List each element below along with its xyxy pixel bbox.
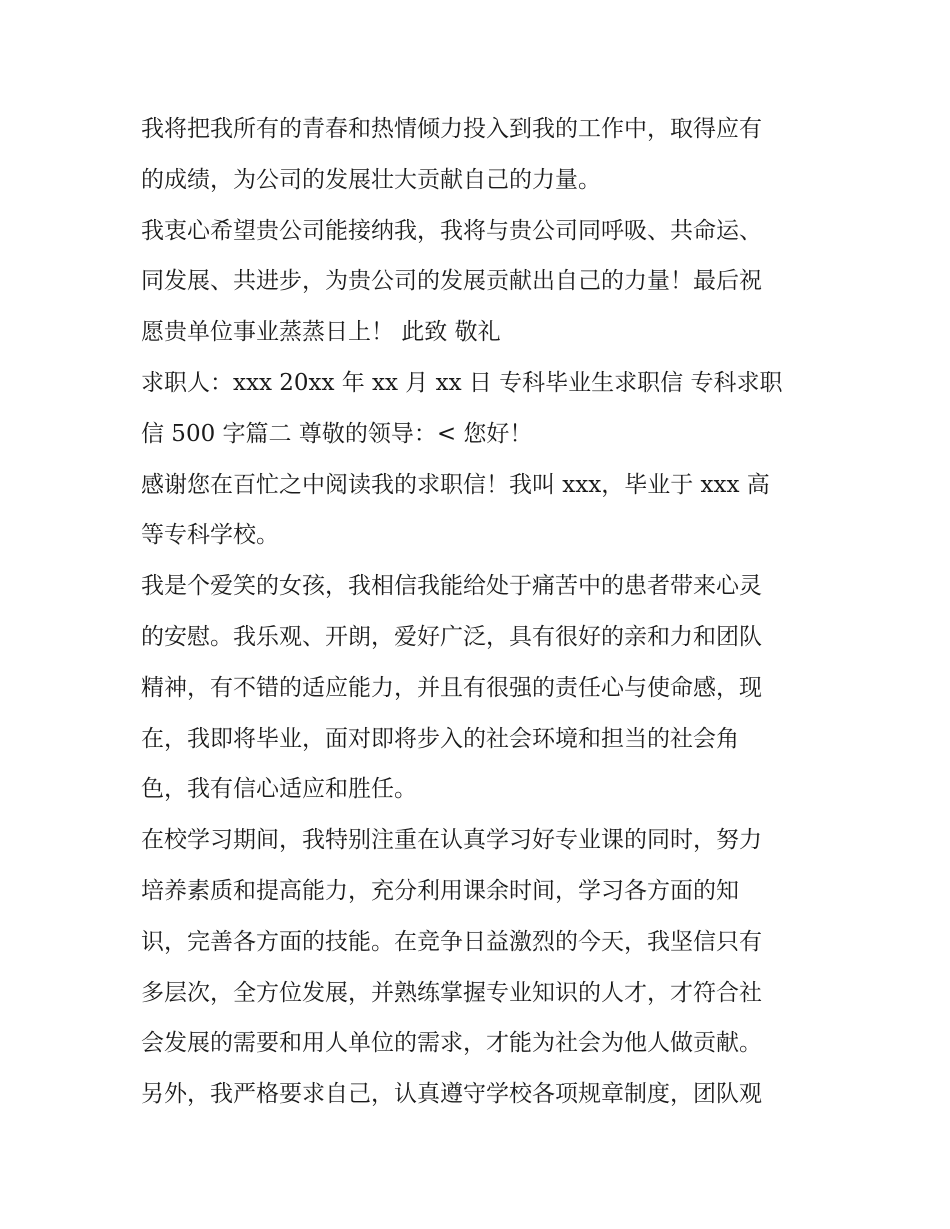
text-line: 同发展、共进步，为贵公司的发展贡献出自己的力量！最后祝 bbox=[141, 268, 762, 295]
text-line: 信 500 字篇二 尊敬的领导：< 您好！ bbox=[141, 420, 533, 447]
text-line: 多层次，全方位发展，并熟练掌握专业知识的人才，才符合社 bbox=[141, 979, 762, 1006]
text-line: 识，完善各方面的技能。在竞争日益激烈的今天，我坚信只有 bbox=[141, 928, 762, 955]
text-line: 在校学习期间，我特别注重在认真学习好专业课的同时，努力 bbox=[141, 827, 762, 854]
text-line: 在，我即将毕业，面对即将步入的社会环境和担当的社会角 bbox=[141, 725, 739, 752]
text-line: 色，我有信心适应和胜任。 bbox=[141, 776, 417, 803]
text-line: 我将把我所有的青春和热情倾力投入到我的工作中，取得应有 bbox=[141, 116, 762, 142]
text-line: 精神，有不错的适应能力，并且有很强的责任心与使命感，现 bbox=[141, 674, 762, 701]
text-line: 求职人：xxx 20xx 年 xx 月 xx 日 专科毕业生求职信 专科求职 bbox=[141, 369, 783, 396]
text-line: 另外，我严格要求自己，认真遵守学校各项规章制度，团队观 bbox=[141, 1081, 762, 1108]
text-line: 的成绩，为公司的发展壮大贡献自己的力量。 bbox=[141, 166, 601, 193]
text-line: 等专科学校。 bbox=[141, 522, 279, 549]
text-line: 培养素质和提高能力，充分利用课余时间，学习各方面的知 bbox=[141, 877, 739, 904]
text-line: 我是个爱笑的女孩，我相信我能给处于痛苦中的患者带来心灵 bbox=[141, 573, 762, 600]
text-line: 的安慰。我乐观、开朗，爱好广泛，具有很好的亲和力和团队 bbox=[141, 623, 762, 650]
text-line: 我衷心希望贵公司能接纳我，我将与贵公司同呼吸、共命运、 bbox=[141, 217, 762, 244]
text-line: 会发展的需要和用人单位的需求，才能为社会为他人做贡献。 bbox=[141, 1030, 762, 1057]
text-line: 感谢您在百忙之中阅读我的求职信！我叫 xxx，毕业于 xxx 高 bbox=[141, 471, 770, 498]
text-line: 愿贵单位事业蒸蒸日上！ 此致 敬礼 bbox=[141, 319, 501, 346]
letter-body bbox=[141, 104, 821, 1120]
